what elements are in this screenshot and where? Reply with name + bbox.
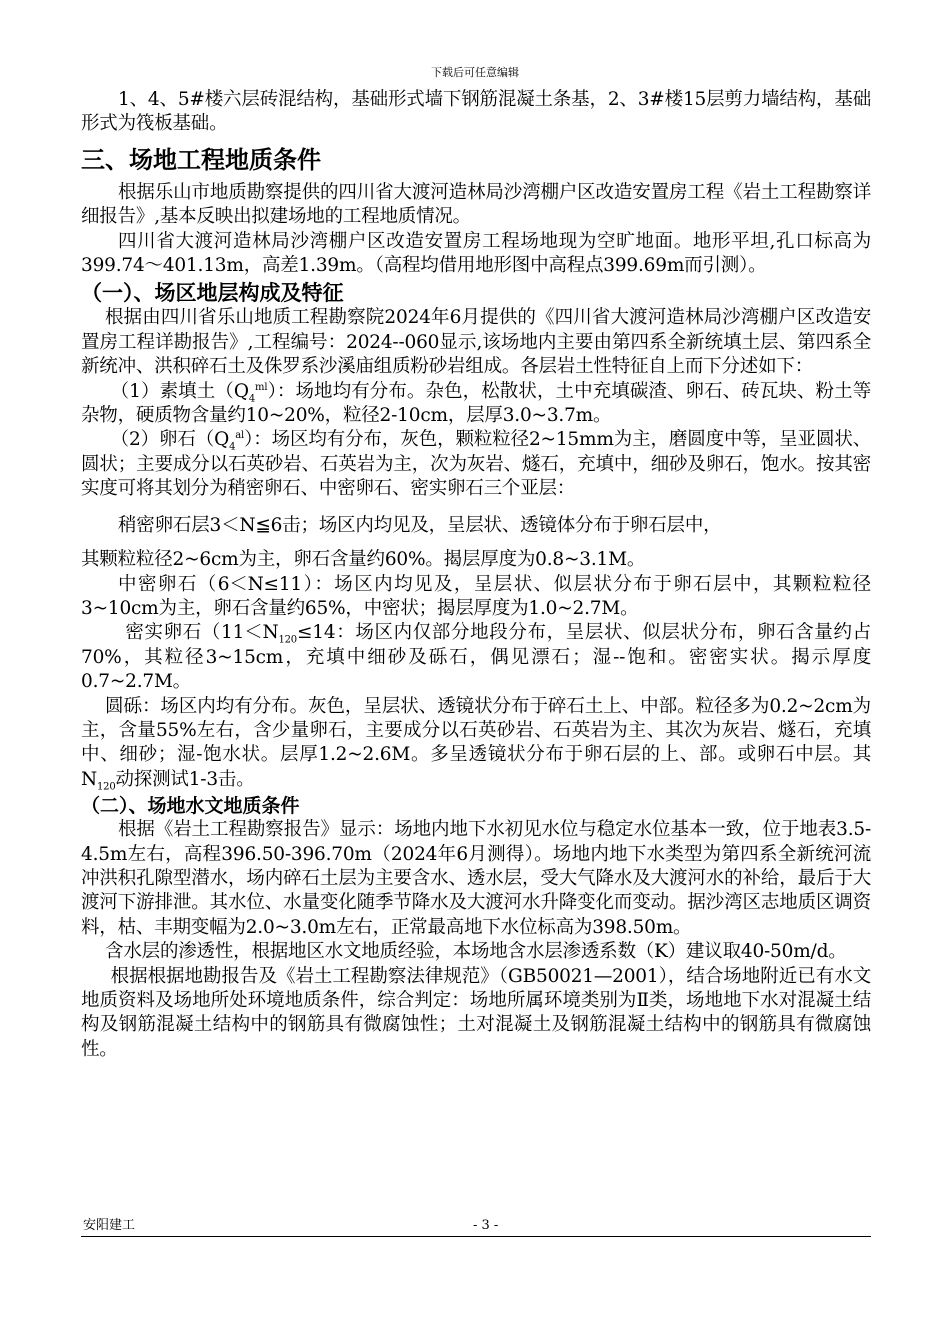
gravel-paragraph [81,695,871,793]
layer-pebble-text: ）：场区均有分布，灰色，颗粒粒径2~15mm为主，磨圆度中等，呈亚圆状、圆状；主要成分以石英砂岩、石英岩为主，次为灰岩、燧石，充填中，细砂及卵石，饱水。按其密实度可将其划分为稍密卵石、中密卵石、密实卵石三个亚层： [81,429,871,500]
dense-subscript: 120 [278,635,297,646]
page-footer [81,1218,871,1237]
slight-dense-paragraph-cont: 其颗粒粒径2~6cm为主，卵石含量约60%。揭层厚度为0.8~3.1M。 [81,549,646,571]
footer-page-number: - 3 - [473,1218,499,1233]
medium-dense-paragraph: 中密卵石（6＜N≤11）：场区内均见及，呈层状、似层状分布于卵石层中，其颗粒粒径3~10cm为主，卵石含量约65%，中密状；揭层厚度为1.0~2.7M。 [81,573,871,619]
slight-dense-paragraph: 稍密卵石层3＜N≦6击；场区内均见及，呈层状、透镜体分布于卵石层中， [118,514,722,536]
layer-pebble-subscript: 4 [229,442,236,454]
layer-fill-label: （1）素填土（Q [110,380,249,402]
layer-fill-text: ）：场地均有分布。杂色，松散状，土中充填碳渣、卵石、砖瓦块、粉土等杂物，硬质物含量约10~20%，粒径2-10cm，层厚3.0~3.7m。 [81,380,872,427]
layer-fill-subscript: 4 [248,393,256,405]
section-title: 三、场地工程地质条件 [81,145,321,174]
document-body [81,88,871,1062]
subsection-title-hydro: （二）、场地水文地质条件 [81,795,300,818]
hydro-paragraph-1: 根据《岩土工程勘察报告》显示：场地内地下水初见水位与稳定水位基本一致，位于地表3.5-4.5m左右，高程396.50-396.70m（2024年6月测得）。场地内地下水类型为第四系全新统河流冲洪积孔隙型潜水，场内碎石土层为主要含水、透水层，受大气降水及大渡河水的补给，最后于大渡河下游排泄。其水位、水量变化随季节降水及大渡河水升降变化而变动。据沙湾区志地质区调资料，枯、丰期变幅为2.0~3.0m左右，正常最高地下水位标高为398.50m。 [81,819,871,938]
layer-fill-superscript: ml [255,381,268,393]
dense-label: 密实卵石（11＜N [125,622,279,644]
strata-intro-paragraph: 根据由四川省乐山地质工程勘察院2024年6月提供的《四川省大渡河造林局沙湾棚户区改造安置房工程详勘报告》,工程编号：2024--060显示,该场地内主要由第四系全新统填土层、第四系全新统冲、洪积碎石土及侏罗系沙溪庙组质粉砂岩组成。各层岩土性特征自上而下分述如下： [81,307,871,378]
hydro-paragraph-2: 含水层的渗透性，根据地区水文地质经验，本场地含水层渗透系数（K）建议取40-50m/d。 [105,941,847,963]
header-note: 下载后可任意编辑 [431,66,519,79]
hydro-paragraph-3: 根据根据地勘报告及《岩土工程勘察法律规范》（GB50021—2001），结合场地附近已有水文地质资料及场地所处环境地质条件，综合判定：场地所属环境类别为Ⅱ类，场地地下水对混凝土结构及钢筋混凝土结构中的钢筋具有微腐蚀性；土对混凝土及钢筋混凝土结构中的钢筋具有微腐蚀性。 [81,965,871,1060]
gravel-text: 圆砾：场区内均有分布。灰色，呈层状、透镜状分布于碎石土上、中部。粒径多为0.2~2cm为主，含量55%左右，含少量卵石，主要成分以石英砂岩、石英岩为主、其次为灰岩、燧石，充填中、细砂；湿-饱水状。层厚1.2~2.6M。多呈透镜状分布于卵石层的上、部。或卵石中层。其N [81,695,871,790]
layer-fill-paragraph [81,380,871,429]
dense-paragraph [81,621,871,694]
dense-text: ≤14：场区内仅部分地段分布，呈层状、似层状分布，卵石含量约占70%，其粒径3~15cm，充填中细砂及砾石，偶见漂石；湿--饱和。密密实状。揭示厚度0.7~2.7M。 [81,622,871,693]
layer-pebble-superscript: al [235,430,245,442]
section-paragraph-1: 根据乐山市地质勘察提供的四川省大渡河造林局沙湾棚户区改造安置房工程《岩土工程勘察详细报告》,基本反映出拟建场地的工程地质情况。 [81,181,871,228]
subsection-title-strata: （一）、场区地层构成及特征 [81,281,344,306]
footer-company: 安阳建工 [83,1218,136,1233]
layer-pebble-label: （2）卵石（Q [110,429,230,451]
section-paragraph-2: 四川省大渡河造林局沙湾棚户区改造安置房工程场地现为空旷地面。地形平坦,孔口标高为399.74～401.13m，高差1.39m。（高程均借用地形图中高程点399.69m而引测）。 [81,230,871,277]
gravel-text-end: 动探测试1-3击。 [115,768,255,790]
intro-paragraph: 1、4、5#楼六层砖混结构，基础形式墙下钢筋混凝土条基，2、3#楼15层剪力墙结构，基础形式为筏板基础。 [81,89,871,135]
layer-pebble-paragraph [81,428,871,501]
gravel-subscript: 120 [97,781,116,793]
